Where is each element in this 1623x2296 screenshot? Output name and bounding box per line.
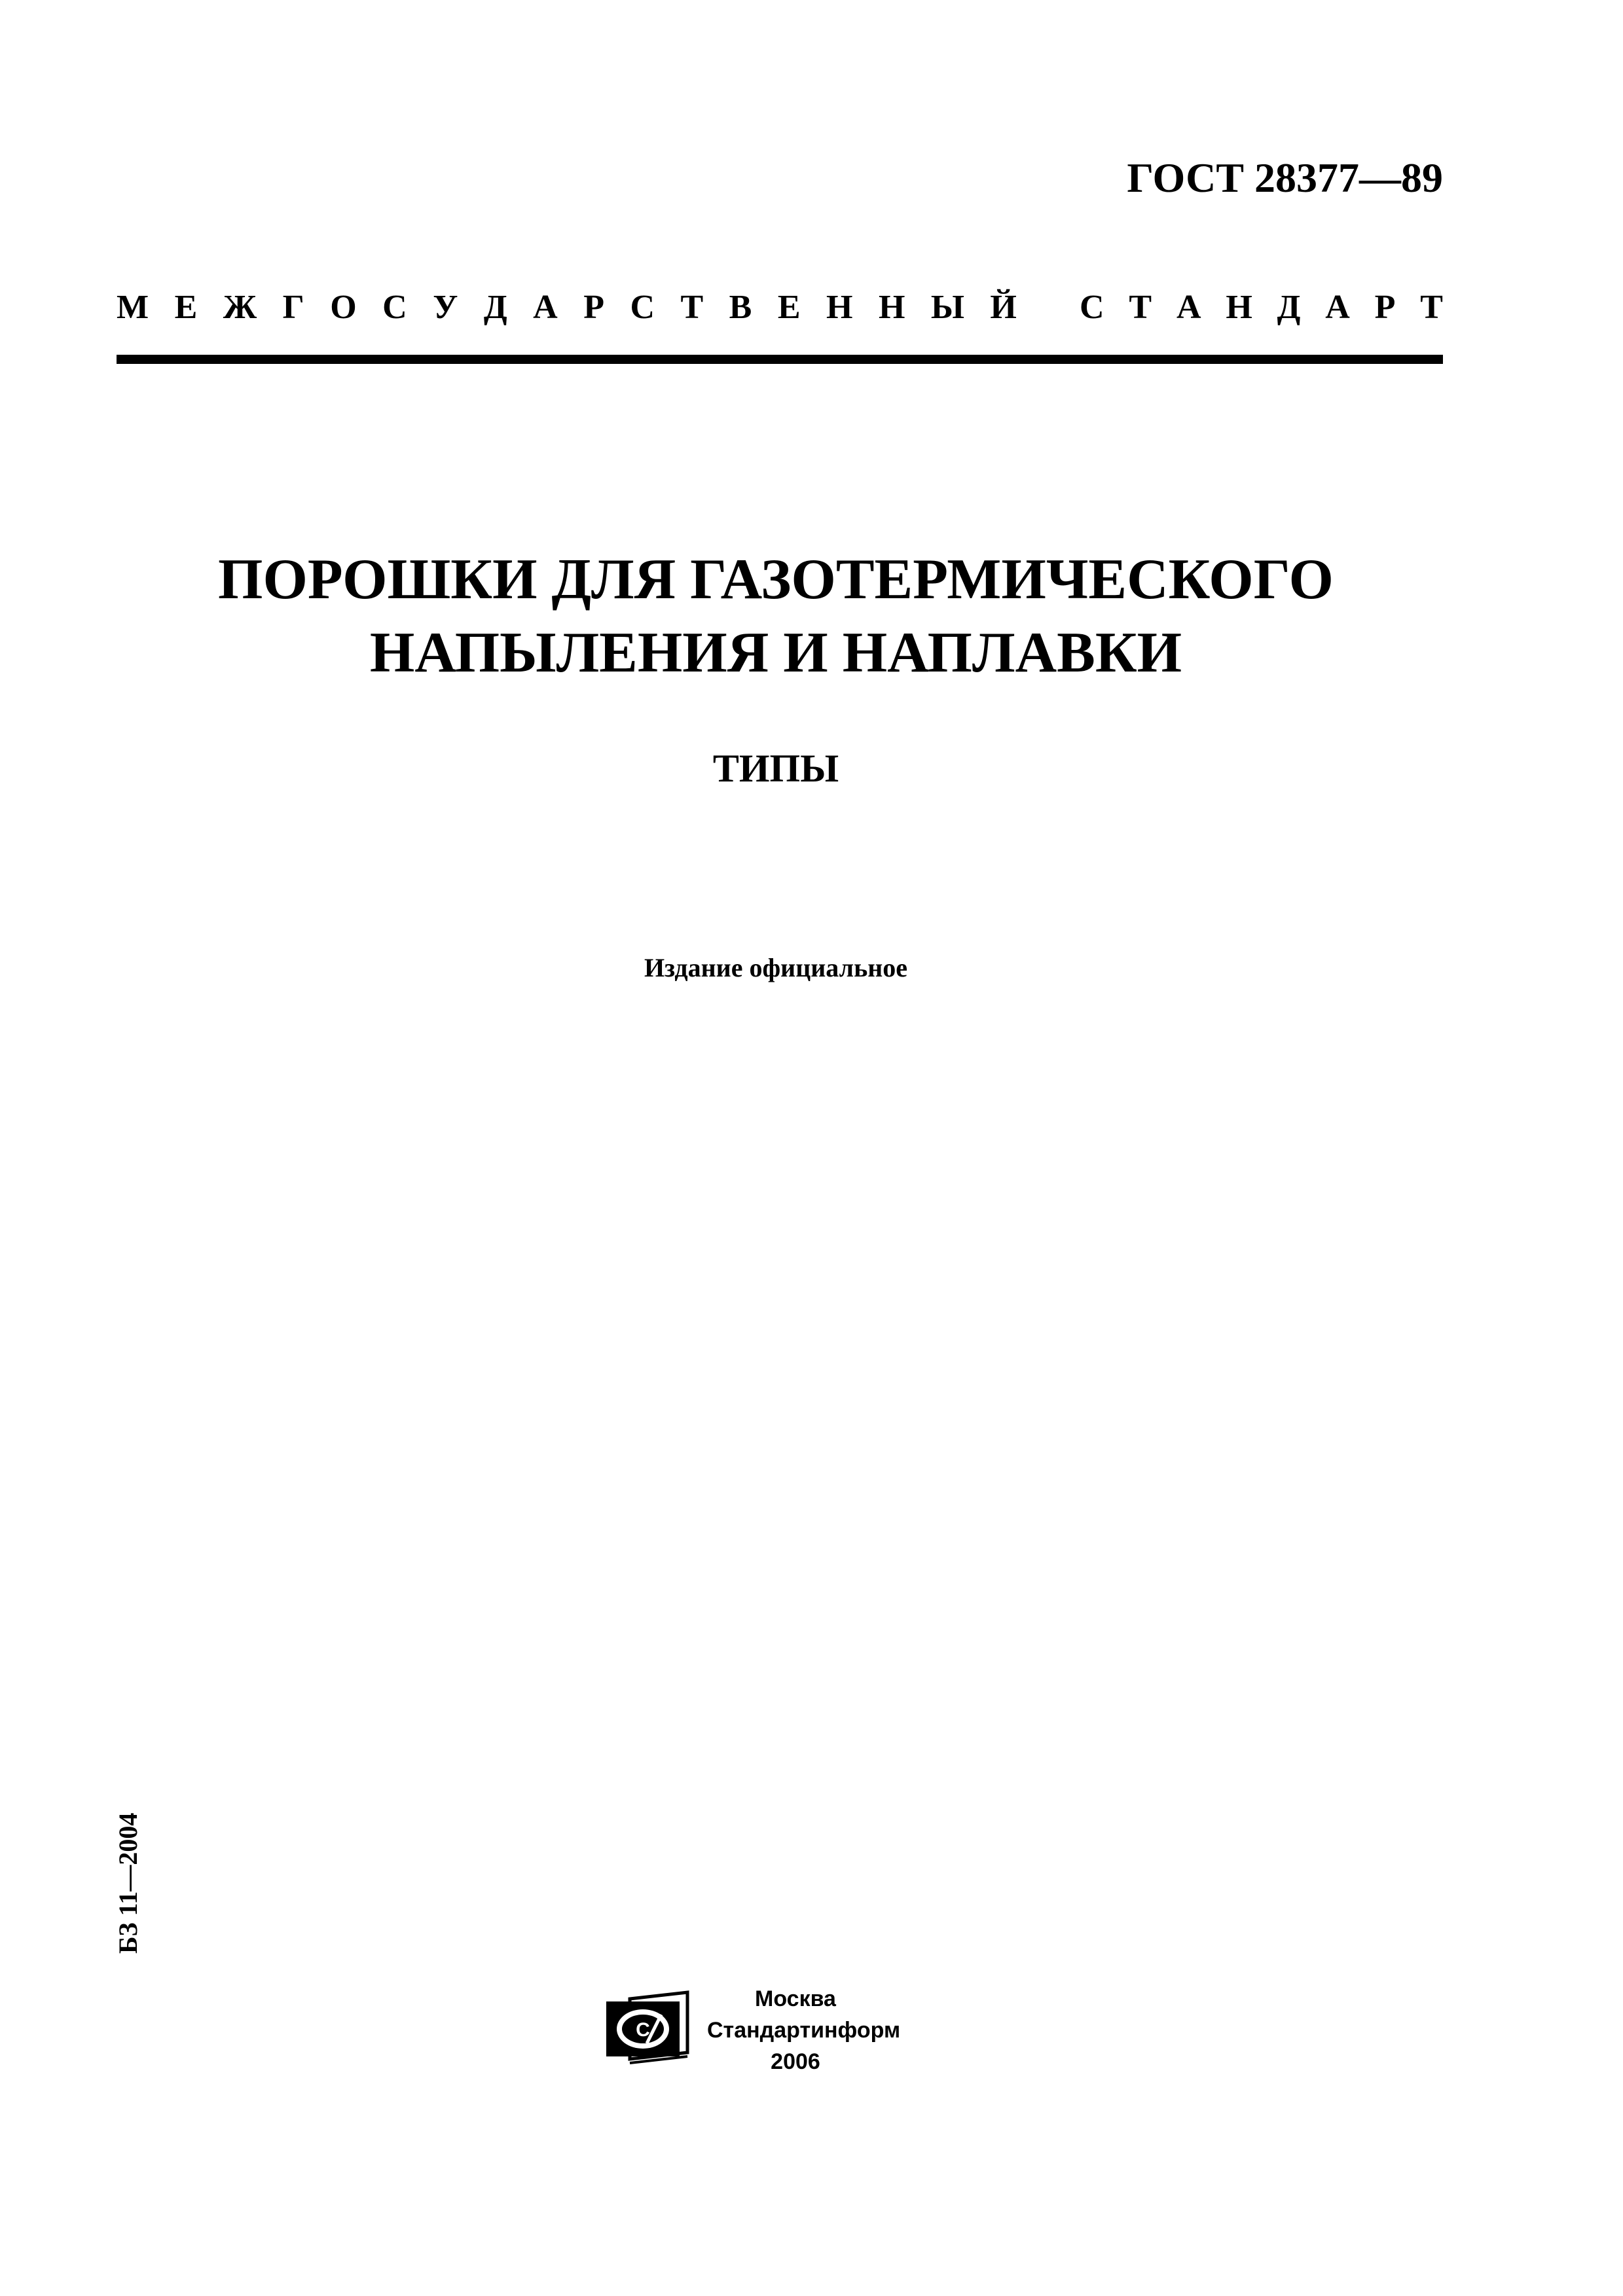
- heading-letter: Т: [1129, 289, 1152, 326]
- svg-text:С: С: [636, 2019, 650, 2041]
- heading-letter: Й: [990, 289, 1017, 326]
- heading-letter: Е: [777, 289, 801, 326]
- heading-letter: Д: [483, 289, 507, 326]
- document-subtitle: ТИПЫ: [712, 747, 839, 790]
- heading-letter: С: [630, 289, 655, 326]
- heading-letter: С: [382, 289, 407, 326]
- heading-letter: Н: [1226, 289, 1252, 326]
- publisher-info: [707, 1983, 901, 2077]
- standard-type-word-1: [117, 288, 1017, 327]
- heading-letter: О: [330, 289, 357, 326]
- publisher-year: 2006: [771, 2049, 820, 2074]
- heading-letter: Г: [282, 289, 304, 326]
- heading-letter: А: [1176, 289, 1201, 326]
- standartinform-logo-icon: [601, 1990, 701, 2072]
- document-number: ГОСТ 28377—89: [1127, 154, 1443, 201]
- bz-code: БЗ 11—2004: [113, 1812, 143, 1954]
- title-line-1: ПОРОШКИ ДЛЯ ГАЗОТЕРМИЧЕСКОГО: [218, 548, 1334, 611]
- heading-letter: У: [433, 289, 458, 326]
- heading-letter: В: [729, 289, 752, 326]
- edition-note: Издание официальное: [644, 953, 908, 982]
- heading-letter: Р: [1374, 289, 1396, 326]
- heading-letter: Е: [174, 289, 198, 326]
- heading-letter: С: [1080, 289, 1104, 326]
- standard-type-heading: [117, 288, 1443, 327]
- header-divider: [117, 355, 1443, 364]
- heading-letter: Н: [826, 289, 853, 326]
- publisher-city: Москва: [755, 1986, 836, 2011]
- heading-letter: Р: [583, 289, 604, 326]
- heading-letter: Т: [1420, 289, 1443, 326]
- heading-letter: М: [117, 289, 149, 326]
- title-line-2: НАПЫЛЕНИЯ И НАПЛАВКИ: [369, 621, 1182, 685]
- heading-letter: Ж: [223, 289, 257, 326]
- heading-letter: А: [1325, 289, 1350, 326]
- heading-letter: Ы: [930, 289, 964, 326]
- standard-type-word-2: [1080, 288, 1443, 327]
- heading-letter: Д: [1277, 289, 1301, 326]
- heading-letter: Т: [680, 289, 704, 326]
- publisher-name: Стандартинформ: [707, 2018, 901, 2043]
- heading-letter: А: [533, 289, 558, 326]
- heading-letter: Н: [878, 289, 905, 326]
- document-title: [0, 543, 1552, 690]
